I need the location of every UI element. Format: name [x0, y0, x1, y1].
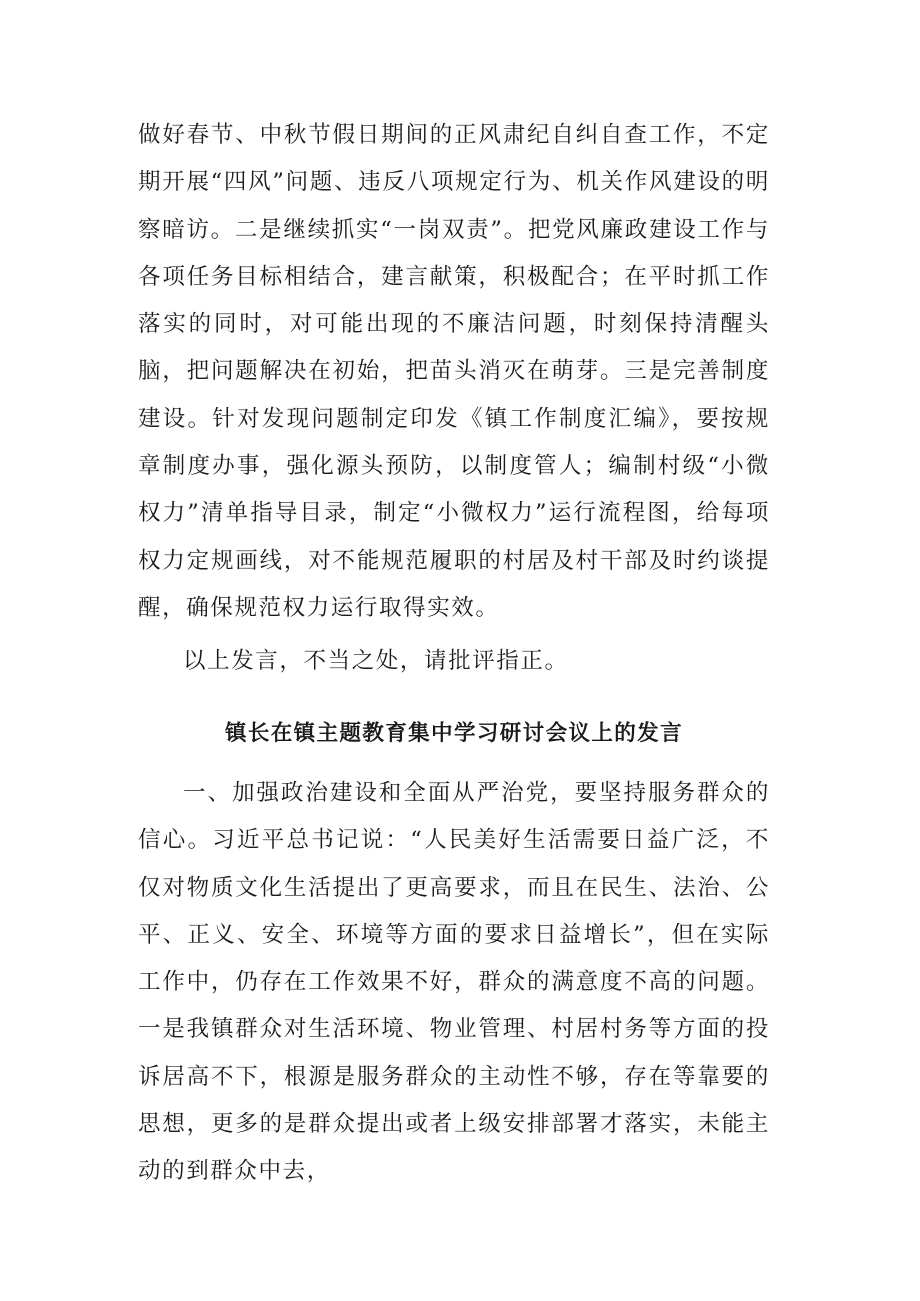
continuation-text-block [138, 112, 770, 632]
closing-text-block [138, 638, 770, 685]
continuation-paragraph: 做好春节、中秋节假日期间的正风肃纪自纠自查工作，不定期开展“四风”问题、违反八项规定行为、机关作风建设的明察暗访。二是继续抓实“一岗双责”。把党风廉政建设工作与各项任务目标相结合，建言献策，积极配合；在平时抓工作落实的同时，对可能出现的不廉洁问题，时刻保持清醒头脑，把问题解决在初始，把苗头消灭在萌芽。三是完善制度建设。针对发现问题制定印发《镇工作制度汇编》，要按规章制度办事，强化源头预防，以制度管人；编制村级“小微权力”清单指导目录，制定“小微权力”运行流程图，给每项权力定规画线，对不能规范履职的村居及村干部及时约谈提醒，确保规范权力运行取得实效。 [138, 122, 770, 621]
closing-paragraph: 以上发言，不当之处，请批评指正。 [183, 648, 569, 674]
section-title: 镇长在镇主题教育集中学习研讨会议上的发言 [224, 721, 683, 746]
section-paragraph: 一、加强政治建设和全面从严治党，要坚持服务群众的信心。习近平总书记说：“人民美好生活需要日益广泛，不仅对物质文化生活提出了更高要求，而且在民生、法治、公平、正义、安全、环境等方面的要求日益增长”，但在实际工作中，仍存在工作效果不好，群众的满意度不高的问题。一是我镇群众对生活环境、物业管理、村居村务等方面的投诉居高不下，根源是服务群众的主动性不够，存在等靠要的思想，更多的是群众提出或者上级安排部署才落实，未能主动的到群众中去， [138, 780, 770, 1185]
section-text-block [138, 770, 770, 1196]
